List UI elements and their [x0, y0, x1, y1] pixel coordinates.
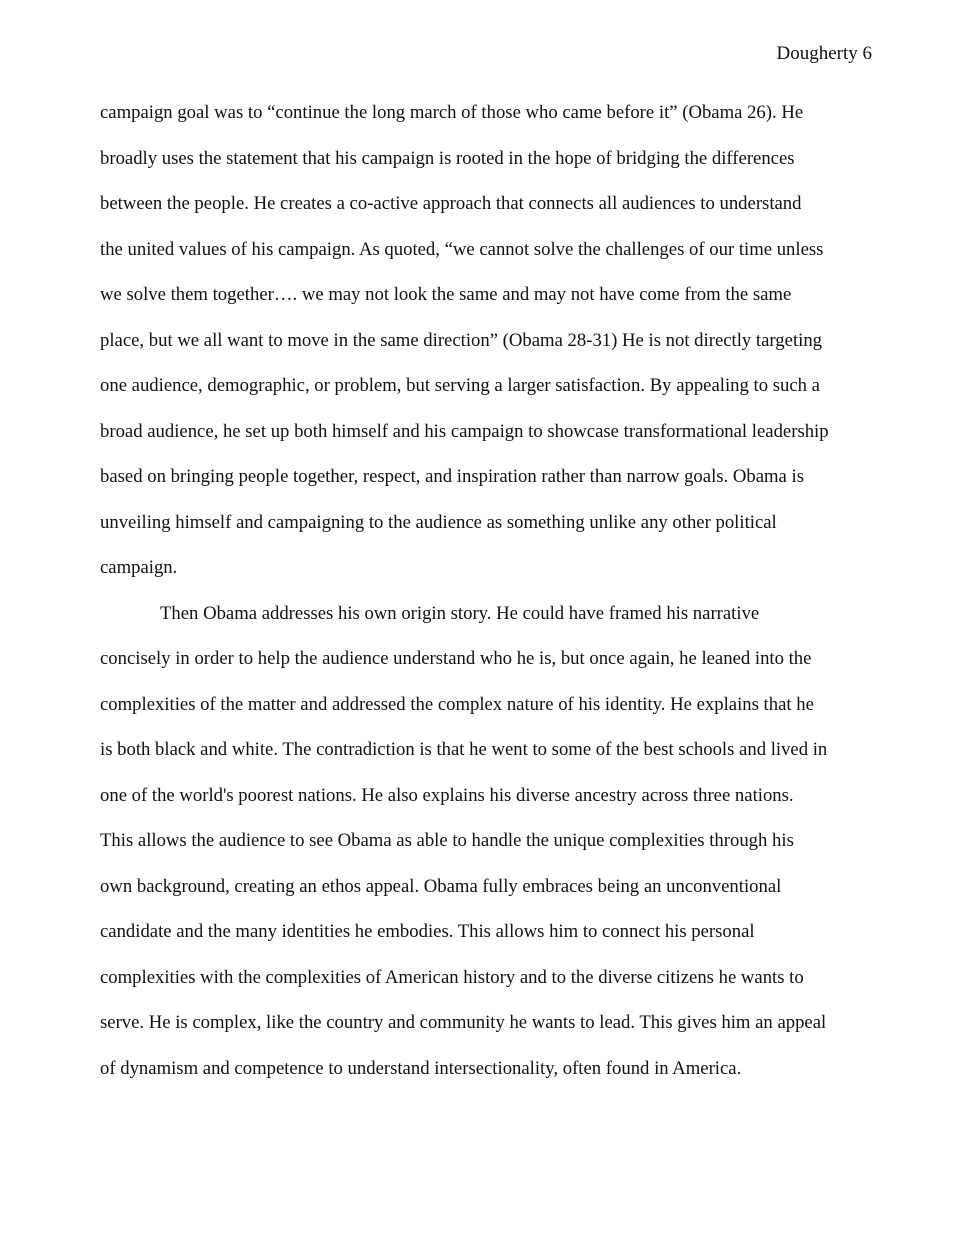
text-line: This allows the audience to see Obama as able to handle the unique complexities through his	[100, 830, 794, 851]
text-line: unveiling himself and campaigning to the audience as something unlike any other political	[100, 511, 777, 533]
text-line: one of the world's poorest nations. He also explains his diverse ancestry across three nations.	[100, 784, 794, 806]
text-line: serve. He is complex, like the country and community he wants to lead. This gives him an appeal	[100, 1012, 827, 1033]
running-head: Dougherty 6	[776, 43, 872, 64]
text-line: concisely in order to help the audience understand who he is, but once again, he leaned into the	[100, 648, 812, 669]
body-text	[100, 90, 880, 1091]
text-line: the united values of his campaign. As quoted, “we cannot solve the challenges of our time unless	[100, 238, 824, 260]
text-line: between the people. He creates a co-active approach that connects all audiences to understand	[100, 193, 802, 214]
text-line: one audience, demographic, or problem, but serving a larger satisfaction. By appealing to such a	[100, 375, 820, 396]
text-line: broadly uses the statement that his campaign is rooted in the hope of bridging the differences	[100, 147, 795, 169]
text-line: complexities with the complexities of American history and to the diverse citizens he wants to	[100, 966, 804, 988]
text-line: candidate and the many identities he embodies. This allows him to connect his personal	[100, 921, 755, 942]
text-line-indented: Then Obama addresses his own origin story. He could have framed his narrative	[160, 602, 760, 624]
paragraph-2	[100, 591, 880, 1092]
text-line: own background, creating an ethos appeal. Obama fully embraces being an unconventional	[100, 875, 782, 897]
text-line: campaign goal was to “continue the long march of those who came before it” (Obama 26). He	[100, 102, 804, 123]
text-line: we solve them together…. we may not look the same and may not have come from the same	[100, 284, 792, 305]
text-line: campaign.	[100, 557, 178, 578]
text-line: based on bringing people together, respect, and inspiration rather than narrow goals. Obama is	[100, 466, 804, 487]
paragraph-1	[100, 90, 880, 591]
text-line: of dynamism and competence to understand intersectionality, often found in America.	[100, 1057, 742, 1079]
text-line: broad audience, he set up both himself and his campaign to showcase transformational leadership	[100, 420, 829, 442]
text-line: complexities of the matter and addressed the complex nature of his identity. He explains that he	[100, 693, 814, 715]
text-line: place, but we all want to move in the same direction” (Obama 28-31) He is not directly targeting	[100, 329, 823, 351]
text-line: is both black and white. The contradiction is that he went to some of the best schools and lived in	[100, 739, 828, 760]
